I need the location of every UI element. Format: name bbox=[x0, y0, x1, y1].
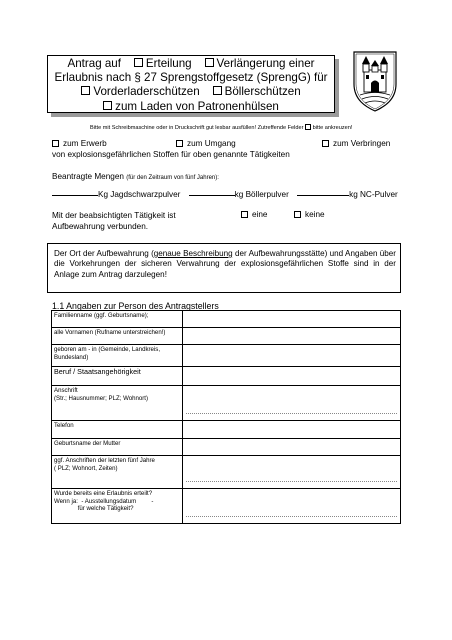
form-row-input[interactable] bbox=[183, 439, 401, 456]
form-row bbox=[52, 328, 401, 345]
mengen-note: (für den Zeitraum von fünf Jahren): bbox=[126, 175, 219, 181]
form-row-input[interactable] bbox=[183, 456, 401, 489]
hint-text-before: Bitte mit Schreibmaschine oder in Druckschrift gut lesbar ausfüllen! Zutreffende Felder bbox=[90, 125, 304, 131]
label-nc-pulver: kg NC-Pulver bbox=[349, 190, 398, 199]
title-line-1 bbox=[48, 57, 334, 71]
form-row bbox=[52, 386, 401, 421]
coat-of-arms-icon bbox=[352, 50, 398, 112]
checkbox-eine[interactable] bbox=[241, 211, 248, 218]
form-row-label: Beruf / Staatsangehörigkeit bbox=[52, 367, 183, 386]
section-heading: 1.1 Angaben zur Person des Antragstellers bbox=[52, 301, 219, 311]
applicant-form-table bbox=[51, 310, 401, 524]
label-eine: eine bbox=[252, 210, 268, 219]
ort-text-1: Der Ort der Aufbewahrung ( bbox=[54, 249, 154, 258]
form-row bbox=[52, 489, 401, 524]
label-umgang: zum Umgang bbox=[187, 139, 236, 148]
checkbox-keine[interactable] bbox=[294, 211, 301, 218]
label-vorderlader: Vorderladerschützen bbox=[93, 85, 200, 99]
dotted-guide-line bbox=[186, 413, 397, 414]
activity-verbringen bbox=[322, 139, 390, 148]
title-line-2: Erlaubnis nach § 27 Sprengstoffgesetz (SprengG) für bbox=[54, 71, 328, 85]
checkbox-verbringen[interactable] bbox=[322, 140, 329, 147]
form-row-label: Anschrift (Str.; Hausnummer; PLZ; Wohnort) bbox=[52, 386, 183, 421]
label-jagdschwarzpulver: Kg Jagdschwarzpulver bbox=[98, 190, 181, 199]
form-row bbox=[52, 311, 401, 328]
quantity-fields bbox=[52, 190, 398, 199]
storage-location-notice bbox=[47, 243, 401, 293]
activity-umgang bbox=[176, 139, 236, 148]
form-row-label: alle Vornamen (Rufname unterstreichen!) bbox=[52, 328, 183, 345]
form-row bbox=[52, 421, 401, 439]
hint-text-after: bitte ankreuzen! bbox=[312, 125, 353, 131]
checkbox-erteilung[interactable] bbox=[134, 58, 143, 67]
title-prefix: Antrag auf bbox=[67, 57, 121, 70]
activity-text: von explosionsgefährlichen Stoffen für oben genannte Tätigkeiten bbox=[52, 150, 290, 159]
ort-underlined: genaue Beschreibung bbox=[153, 249, 233, 258]
form-row-input[interactable] bbox=[183, 328, 401, 345]
form-row-input[interactable] bbox=[183, 311, 401, 328]
dotted-guide-line bbox=[186, 481, 397, 482]
checkbox-verlaengerung[interactable] bbox=[205, 58, 214, 67]
checkbox-sample-icon bbox=[305, 124, 311, 130]
fill-instructions bbox=[90, 124, 352, 131]
checkbox-boeller[interactable] bbox=[213, 86, 222, 95]
label-erteilung: Erteilung bbox=[145, 57, 192, 70]
label-keine: keine bbox=[305, 210, 325, 219]
form-row-label: Familienname (ggf. Geburtsname); bbox=[52, 311, 183, 328]
form-row-label: ggf. Anschriften der letzten fünf Jahre ( PLZ; Wohnort, Zeiten) bbox=[52, 456, 183, 489]
form-row-input[interactable] bbox=[183, 421, 401, 439]
storage-eine bbox=[241, 210, 267, 219]
storage-line-2: Aufbewahrung verbunden. bbox=[52, 222, 149, 231]
form-row bbox=[52, 367, 401, 386]
dotted-guide-line bbox=[186, 516, 397, 517]
activity-erwerb bbox=[52, 139, 107, 148]
ort-text-2: der Aufbewahrungsstätte) und Angaben über die Vorkehrungen der sicheren Verwahrung der explosionsgefährlichen Stoffe sind in der Anlage zum Antrag darzulegen! bbox=[54, 249, 396, 279]
checkbox-umgang[interactable] bbox=[176, 140, 183, 147]
checkbox-vorderlader[interactable] bbox=[81, 86, 90, 95]
label-patronen: zum Laden von Patronenhülsen bbox=[115, 99, 279, 113]
form-row bbox=[52, 456, 401, 489]
checkbox-patronen[interactable] bbox=[103, 101, 112, 110]
label-erwerb: zum Erwerb bbox=[63, 139, 107, 148]
label-verlaengerung: Verlängerung einer bbox=[216, 57, 315, 70]
boellerpulver-input[interactable] bbox=[189, 195, 235, 196]
nc-pulver-input[interactable] bbox=[297, 195, 349, 196]
jagdschwarzpulver-input[interactable] bbox=[52, 195, 98, 196]
form-row-label: Wurde bereits eine Erlaubnis erteilt? Wenn ja: - Ausstellungsdatum - für welche Tätigkeit? bbox=[52, 489, 183, 524]
label-boellerpulver: kg Böllerpulver bbox=[234, 190, 289, 199]
requested-quantities-heading bbox=[52, 172, 219, 181]
checkbox-erwerb[interactable] bbox=[52, 140, 59, 147]
form-row bbox=[52, 439, 401, 456]
title-line-4 bbox=[48, 100, 334, 114]
form-row-input[interactable] bbox=[183, 367, 401, 386]
form-row bbox=[52, 345, 401, 367]
title-line-3 bbox=[48, 85, 334, 99]
form-row-input[interactable] bbox=[183, 345, 401, 367]
storage-line-1: Mit der beabsichtigten Tätigkeit ist bbox=[52, 211, 176, 220]
form-row-input[interactable] bbox=[183, 386, 401, 421]
mengen-label: Beantragte Mengen bbox=[52, 172, 124, 181]
form-row-label: geboren am - in (Gemeinde, Landkreis, Bundesland) bbox=[52, 345, 183, 367]
label-boeller: Böllerschützen bbox=[224, 85, 301, 99]
label-verbringen: zum Verbringen bbox=[333, 139, 391, 148]
title-box bbox=[47, 55, 335, 113]
form-row-label: Geburtsname der Mutter bbox=[52, 439, 183, 456]
storage-keine bbox=[294, 210, 325, 219]
form-row-label: Telefon bbox=[52, 421, 183, 439]
form-row-input[interactable] bbox=[183, 489, 401, 524]
